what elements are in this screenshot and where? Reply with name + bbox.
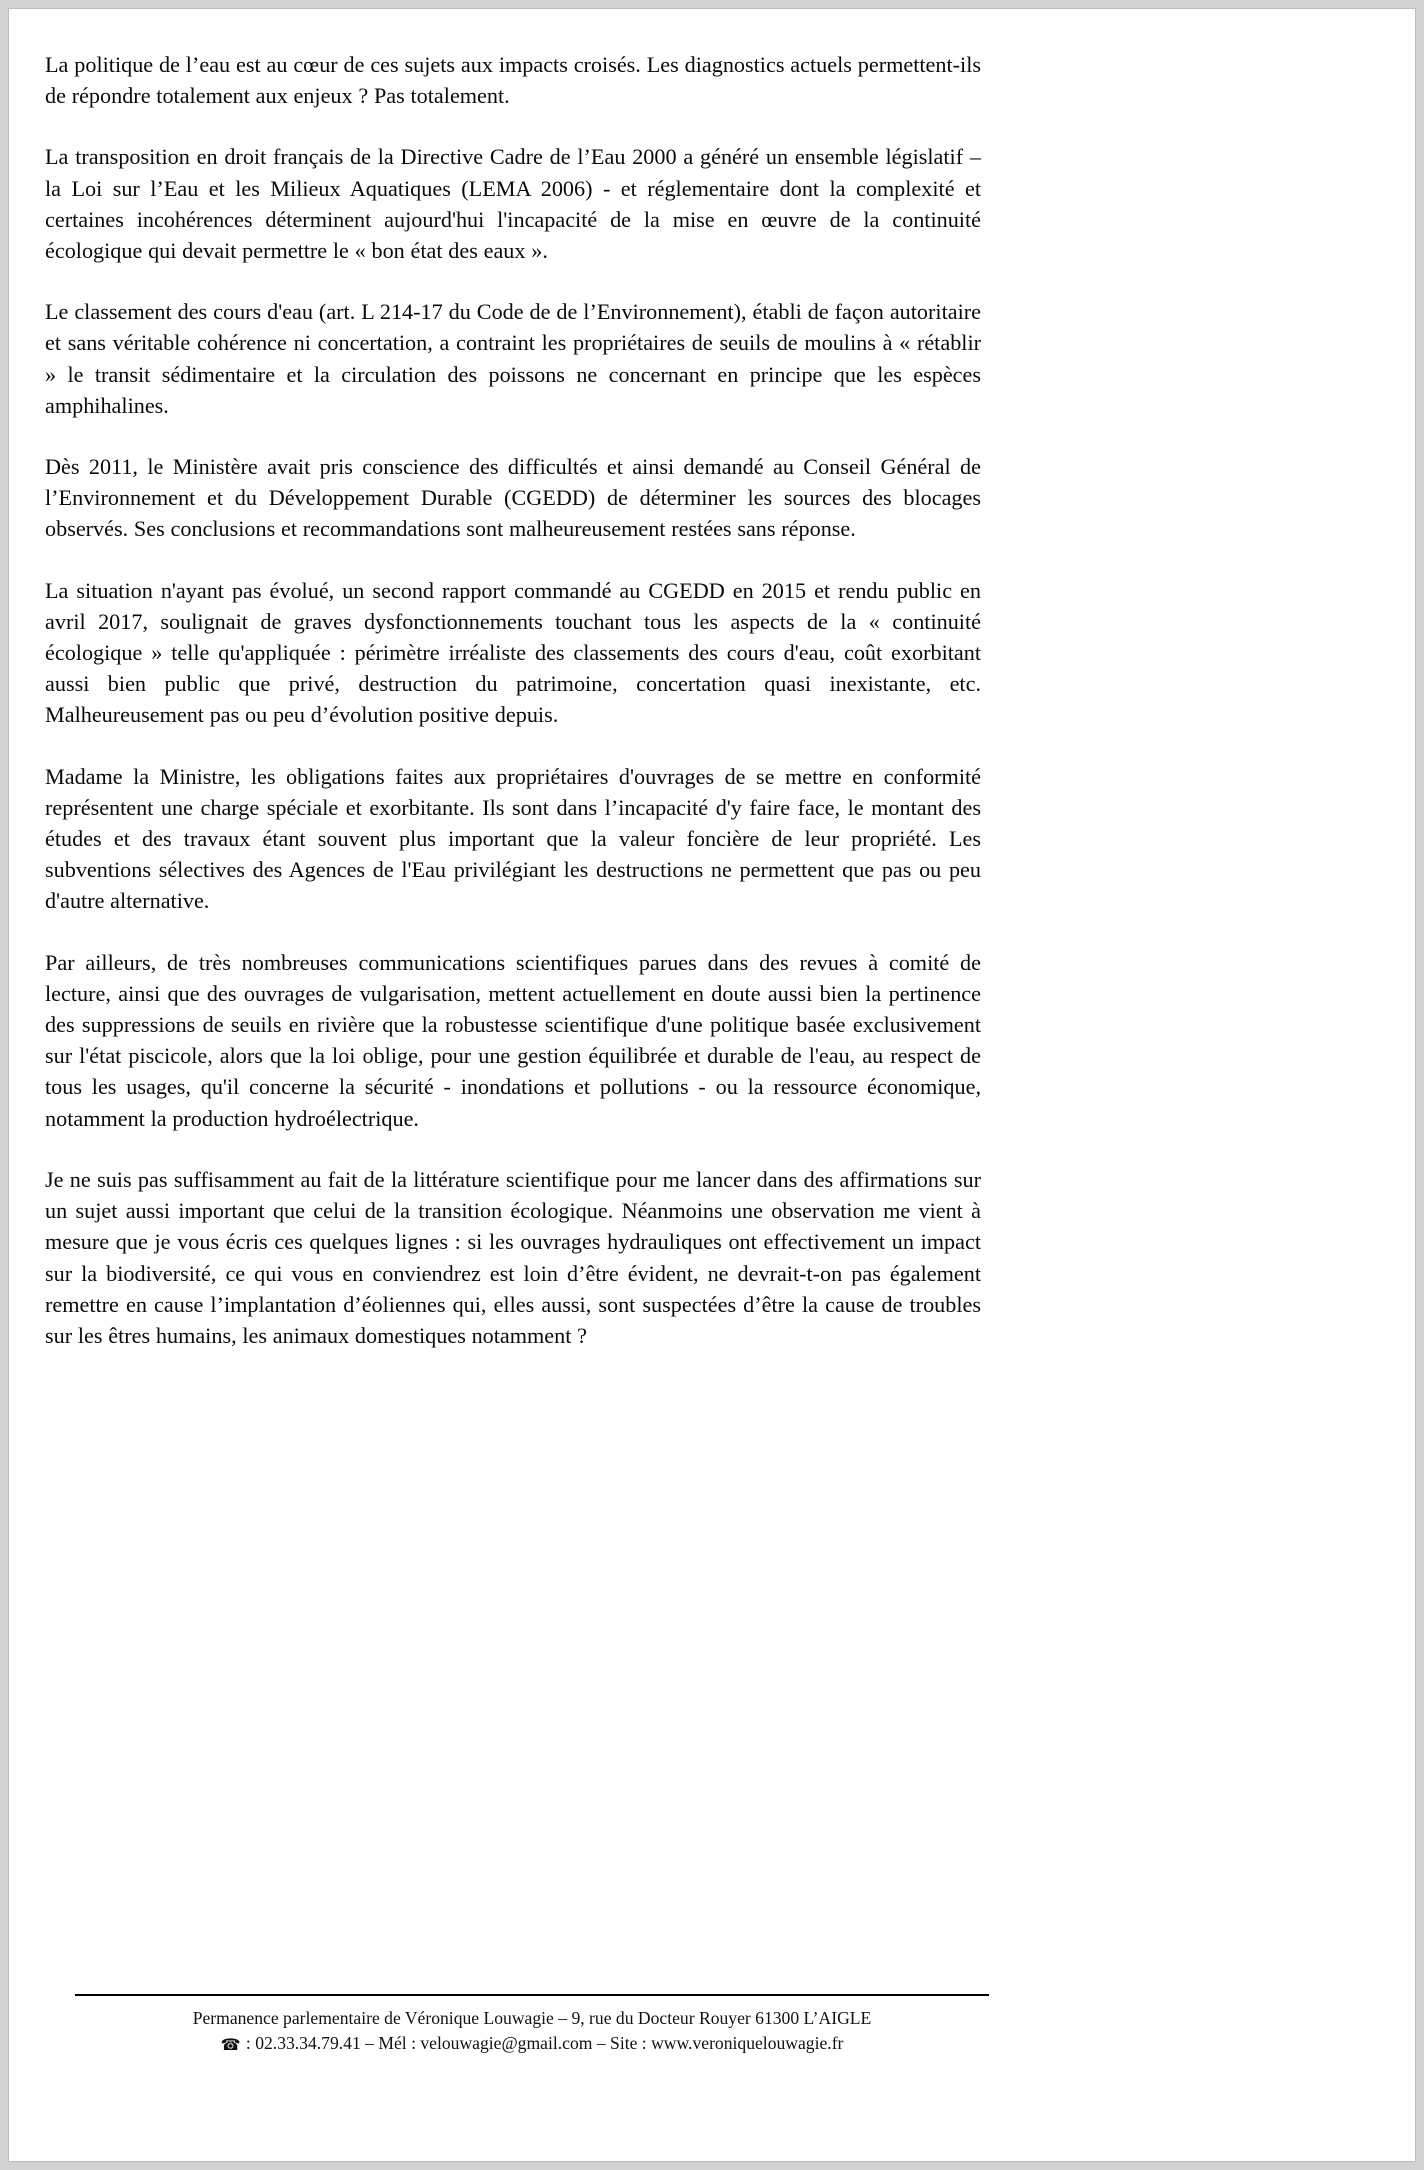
- document-body: [45, 49, 981, 1351]
- paragraph-6: Madame la Ministre, les obligations faites aux propriétaires d'ouvrages de se mettre en conformité représentent une charge spéciale et exorbitante. Ils sont dans l’incapacité d'y faire face, le montant des études et des travaux étant souvent plus important que la valeur foncière de leur propriété. Les subventions sélectives des Agences de l'Eau privilégiant les destructions ne permettent que pas ou peu d'autre alternative.: [45, 763, 981, 914]
- page-footer: [75, 1994, 989, 2056]
- footer-contact-text: : 02.33.34.79.41 – Mél : velouwagie@gmail.com – Site : www.veroniquelouwagie.fr: [241, 2033, 844, 2053]
- telephone-icon: ☎: [220, 2035, 241, 2054]
- paragraph-3: Le classement des cours d'eau (art. L 214-17 du Code de de l’Environnement), établi de façon autoritaire et sans véritable cohérence ni concertation, a contraint les propriétaires de seuils de moulins à « rétablir » le transit sédimentaire et la circulation des poissons ne concernant en principe que les espèces amphihalines.: [45, 299, 981, 418]
- footer-address-line: Permanence parlementaire de Véronique Louwagie – 9, rue du Docteur Rouyer 61300 L’AIGLE: [192, 2008, 872, 2028]
- paragraph-1: La politique de l’eau est au cœur de ces sujets aux impacts croisés. Les diagnostics actuels permettent-ils de répondre totalement aux enjeux ? Pas totalement.: [45, 52, 981, 109]
- document-page: [8, 8, 1416, 2162]
- footer-contact-line: [75, 2031, 989, 2056]
- paragraph-5: La situation n'ayant pas évolué, un second rapport commandé au CGEDD en 2015 et rendu public en avril 2017, soulignait de graves dysfonctionnements touchant tous les aspects de la « continuité écologique » telle qu'appliquée : périmètre irréaliste des classements des cours d'eau, coût exorbitant aussi bien public que privé, destruction du patrimoine, concertation quasi inexistante, etc. Malheureusement pas ou peu d’évolution positive depuis.: [45, 577, 981, 728]
- paragraph-4: Dès 2011, le Ministère avait pris conscience des difficultés et ainsi demandé au Conseil Général de l’Environnement et du Développement Durable (CGEDD) de déterminer les sources des blocages observés. Ses conclusions et recommandations sont malheureusement restées sans réponse.: [45, 454, 981, 542]
- footer-divider: [75, 1994, 989, 1996]
- paragraph-7: Par ailleurs, de très nombreuses communications scientifiques parues dans des revues à comité de lecture, ainsi que des ouvrages de vulgarisation, mettent actuellement en doute aussi bien la pertinence des suppressions de seuils en rivière que la robustesse scientifique d'une politique basée exclusivement sur l'état piscicole, alors que la loi oblige, pour une gestion équilibrée et durable de l'eau, au respect de tous les usages, qu'il concerne la sécurité - inondations et pollutions - ou la ressource économique, notamment la production hydroélectrique.: [45, 949, 981, 1131]
- paragraph-2: La transposition en droit français de la Directive Cadre de l’Eau 2000 a généré un ensemble législatif – la Loi sur l’Eau et les Milieux Aquatiques (LEMA 2006) - et réglementaire dont la complexité et certaines incohérences déterminent aujourd'hui l'incapacité de la mise en œuvre de la continuité écologique qui devait permettre le « bon état des eaux ».: [45, 144, 981, 264]
- paragraph-8: Je ne suis pas suffisamment au fait de la littérature scientifique pour me lancer dans des affirmations sur un sujet aussi important que celui de la transition écologique. Néanmoins une observation me vient à mesure que je vous écris ces quelques lignes : si les ouvrages hydrauliques ont effectivement un impact sur la biodiversité, ce qui vous en conviendrez est loin d’être évident, ne devrait-t-on pas également remettre en cause l’implantation d’éoliennes qui, elles aussi, sont suspectées d’être la cause de troubles sur les êtres humains, les animaux domestiques notamment ?: [45, 1166, 981, 1348]
